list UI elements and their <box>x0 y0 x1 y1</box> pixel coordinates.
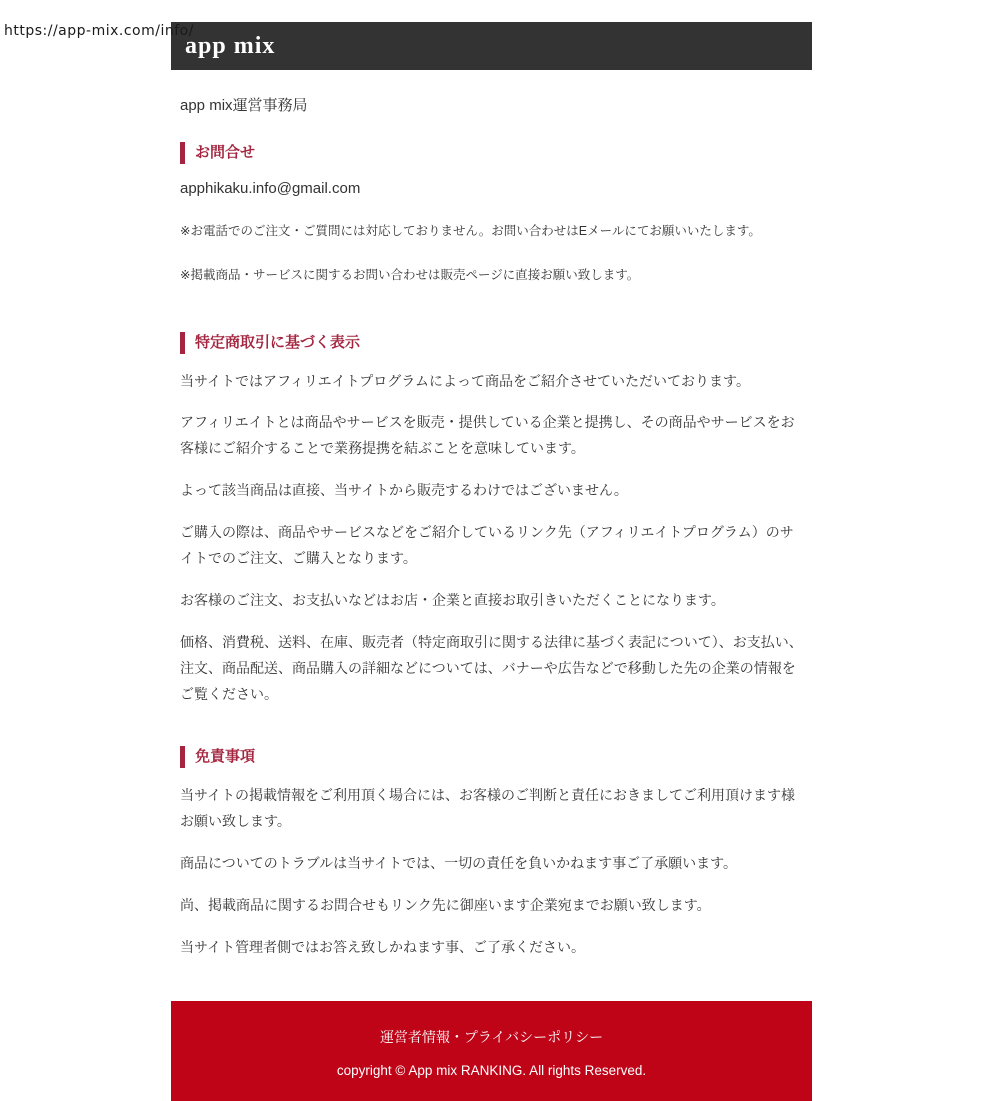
copyright-text: copyright © App mix RANKING. All rights Reserved. <box>336 1062 647 1078</box>
commerce-paragraph: ご購入の際は、商品やサービスなどをご紹介しているリンク先（アフィリエイトプログラム）のサイトでのご注文、ご購入となります。 <box>180 524 794 566</box>
privacy-policy-link[interactable]: 運営者情報・プライバシーポリシー <box>379 1028 604 1045</box>
section-heading-disclaimer: 免責事項 <box>180 746 803 768</box>
disclaimer-paragraph: 商品についてのトラブルは当サイトでは、一切の責任を負いかねます事ご了承願います。 <box>180 855 738 872</box>
commerce-paragraph: 価格、消費税、送料、在庫、販売者（特定商取引に関する法律に基づく表記について）、お支払い、注文、商品配送、商品購入の詳細などについては、バナーや広告などで移動した先の企業の情報をご覧ください。 <box>180 633 803 702</box>
contact-note: ※お電話でのご注文・ご質問には対応しておりません。お問い合わせはEメールにてお願いいたします。 <box>180 224 761 238</box>
section-heading-commerce-law: 特定商取引に基づく表示 <box>180 332 803 354</box>
commerce-paragraph: お客様のご注文、お支払いなどはお店・企業と直接お取引きいただくことになります。 <box>180 591 725 608</box>
page-url-annotation: https://app-mix.com/info/ <box>4 23 194 39</box>
page-column <box>171 22 812 1101</box>
commerce-paragraph: アフィリエイトとは商品やサービスを販売・提供している企業と提携し、その商品やサービスをお客様にご紹介することで業務提携を結ぶことを意味しています。 <box>180 414 795 457</box>
page-viewport <box>0 22 983 1078</box>
site-footer <box>171 1001 812 1101</box>
disclaimer-paragraph: 尚、掲載商品に関するお問合せもリンク先に御座います企業宛までお願い致します。 <box>180 897 711 914</box>
site-header <box>171 22 812 70</box>
contact-note: ※掲載商品・サービスに関するお問い合わせは販売ページに直接お願い致します。 <box>180 267 640 282</box>
commerce-paragraph: 当サイトではアフィリエイトプログラムによって商品をご紹介させていただいております。 <box>180 372 750 389</box>
disclaimer-paragraph: 当サイトの掲載情報をご利用頂く場合には、お客様のご判断と責任におきましてご利用頂けます様お願い致します。 <box>180 787 796 830</box>
section-heading-contact: お問合せ <box>180 142 803 164</box>
site-logo[interactable]: app mix <box>185 32 276 59</box>
commerce-paragraph: よって該当商品は直接、当サイトから販売するわけではございません。 <box>180 482 628 499</box>
disclaimer-paragraph: 当サイト管理者側ではお答え致しかねます事、ご了承ください。 <box>180 938 586 955</box>
contact-email: apphikaku.info@gmail.com <box>180 180 361 197</box>
main-content <box>171 94 812 961</box>
operator-office-line: app mix運営事務局 <box>180 97 308 114</box>
